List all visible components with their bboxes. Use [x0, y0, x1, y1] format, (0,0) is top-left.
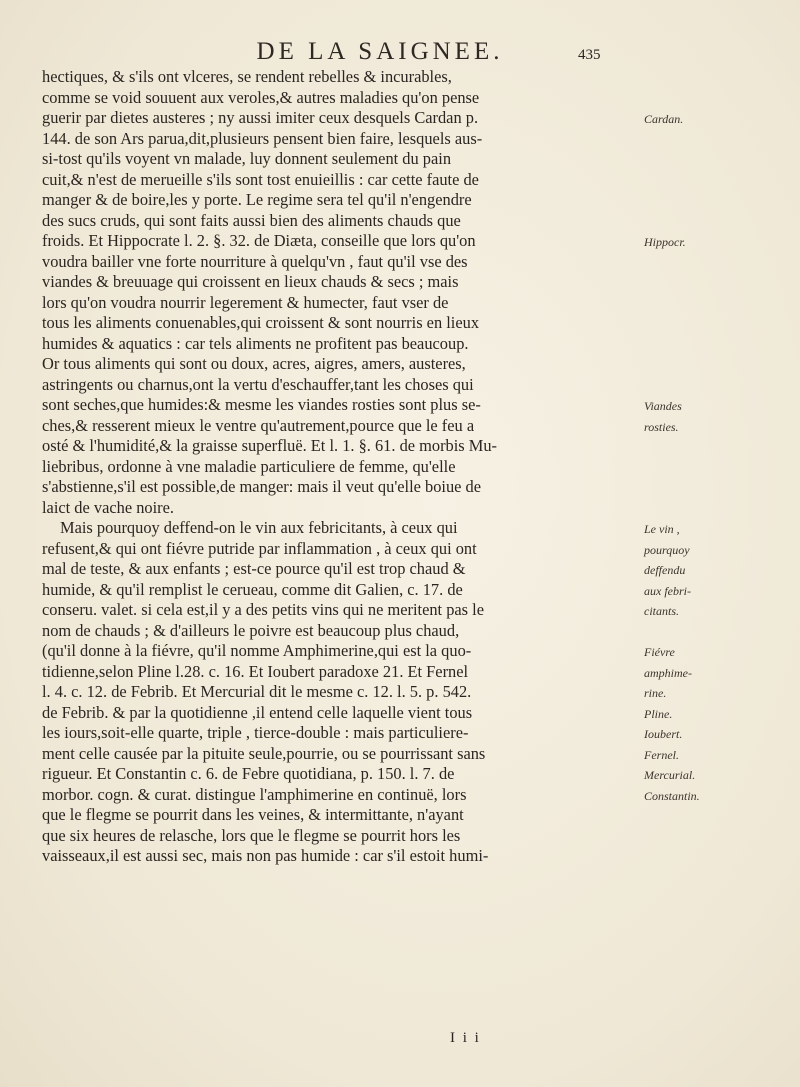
text-line: cuit,& n'est de merueille s'ils sont tost enuieillis : car cette faute de	[42, 169, 479, 189]
text-line: liebribus, ordonne à vne maladie particuliere de femme, qu'elle	[42, 456, 456, 476]
text-line: nom de chauds ; & d'ailleurs le poivre est beaucoup plus chaud,	[42, 620, 460, 640]
text-line: astringents ou charnus,ont la vertu d'eschauffer,tant les choses qui	[42, 374, 474, 394]
marginal-note: Le vin ,	[644, 522, 680, 536]
text-line: viandes & breuuage qui croissent en lieux chauds & secs ; mais	[42, 272, 459, 291]
marginal-note: amphime-	[644, 665, 692, 680]
text-line: tidienne,selon Pline l.28. c. 16. Et Ioubert paradoxe 21. Et Fernel	[42, 661, 469, 681]
page-number: 435	[578, 47, 601, 63]
text-line: s'abstienne,s'il est possible,de manger: mais il veut qu'elle boiue de	[42, 477, 482, 496]
marginal-note: Fiévre	[644, 645, 675, 659]
text-line: ches,& resserent mieux le ventre qu'autrement,pource que le feu a	[42, 415, 475, 435]
marginal-note: Mercurial.	[644, 768, 696, 782]
text-line: les iours,soit-elle quarte, triple , tierce-double : mais particuliere-	[42, 723, 469, 742]
text-line: (qu'il donne à la fiévre, qu'il nomme Amphimerine,qui est la quo-	[42, 641, 472, 660]
marginal-note: Viandes	[644, 399, 682, 413]
marginal-note: Cardan.	[644, 112, 684, 126]
text-line: voudra bailler vne forte nourriture à quelqu'vn , faut qu'il vse des	[42, 251, 468, 271]
text-line: des sucs cruds, qui sont faits aussi bien des aliments chauds que	[42, 210, 461, 230]
text-line: froids. Et Hippocrate l. 2. §. 32. de Diæta, conseille que lors qu'on	[42, 231, 476, 250]
text-line: que le flegme se pourrit dans les veines, & intermittante, n'ayant	[42, 805, 464, 824]
text-line: mal de teste, & aux enfants ; est-ce pource qu'il est trop chaud &	[42, 559, 466, 578]
marginal-note: Fernel.	[644, 747, 679, 762]
signature-mark: I i i	[450, 1030, 481, 1046]
marginal-note: rine.	[644, 686, 667, 700]
text-line: 144. de son Ars parua,dit,plusieurs pensent bien faire, lesquels aus-	[42, 128, 483, 148]
marginal-note: Pline.	[644, 706, 673, 721]
marginal-note: pourquoy	[644, 542, 690, 557]
body-text	[42, 67, 640, 867]
text-line: humides & aquatics : car tels aliments ne profitent pas beaucoup.	[42, 333, 469, 353]
text-line: Or tous aliments qui sont ou doux, acres, aigres, amers, austeres,	[42, 354, 466, 373]
text-line: tous les aliments conuenables,qui croissent & sont nourris en lieux	[42, 313, 480, 332]
marginal-note: rosties.	[644, 419, 679, 434]
text-line: manger & de boire,les y porte. Le regime sera tel qu'il n'engendre	[42, 190, 472, 209]
marginal-note: Hippocr.	[644, 235, 686, 249]
text-line: refusent,& qui ont fiévre putride par inflammation , à ceux qui ont	[42, 538, 477, 558]
text-line: hectiques, & s'ils ont vlceres, se rendent rebelles & incurables,	[42, 67, 452, 86]
marginal-note: Ioubert.	[644, 727, 683, 741]
marginal-note: aux febri-	[644, 583, 691, 598]
text-line: l. 4. c. 12. de Febrib. Et Mercurial dit le mesme c. 12. l. 5. p. 542.	[42, 682, 472, 701]
text-line: Mais pourquoy deffend-on le vin aux febricitants, à ceux qui	[60, 518, 458, 537]
text-line: guerir par dietes austeres ; ny aussi imiter ceux desquels Cardan p.	[42, 108, 479, 127]
text-line: vaisseaux,il est aussi sec, mais non pas humide : car s'il estoit humi-	[42, 846, 489, 865]
text-line: humide, & qu'il remplist le cerueau, comme dit Galien, c. 17. de	[42, 579, 463, 599]
text-line: lors qu'on voudra nourrir legerement & humecter, faut vser de	[42, 292, 449, 312]
text-line: rigueur. Et Constantin c. 6. de Febre quotidiana, p. 150. l. 7. de	[42, 764, 455, 783]
text-line: si-tost qu'ils voyent vn malade, luy donnent seulement du pain	[42, 149, 452, 168]
marginal-note: deffendu	[644, 563, 686, 577]
text-line: comme se void souuent aux veroles,& autres maladies qu'on pense	[42, 87, 480, 107]
text-line: que six heures de relasche, lors que le flegme se pourrit hors les	[42, 825, 461, 845]
text-line: conseru. valet. si cela est,il y a des petits vins qui ne meritent pas le	[42, 600, 484, 619]
text-line: osté & l'humidité,& la graisse superfluë. Et l. 1. §. 61. de morbis Mu-	[42, 436, 497, 455]
text-line: morbor. cogn. & curat. distingue l'amphimerine en continuë, lors	[42, 784, 467, 804]
text-line: ment celle causée par la pituite seule,pourrie, ou se pourrissant sans	[42, 743, 486, 763]
running-title: DE LA SAIGNEE.	[256, 38, 504, 65]
marginal-note: citants.	[644, 604, 679, 618]
text-line: laict de vache noire.	[42, 497, 174, 517]
marginal-note: Constantin.	[644, 788, 700, 803]
text-line: de Febrib. & par la quotidienne ,il entend celle laquelle vient tous	[42, 702, 473, 722]
text-line: sont seches,que humides:& mesme les viandes rosties sont plus se-	[42, 395, 481, 414]
